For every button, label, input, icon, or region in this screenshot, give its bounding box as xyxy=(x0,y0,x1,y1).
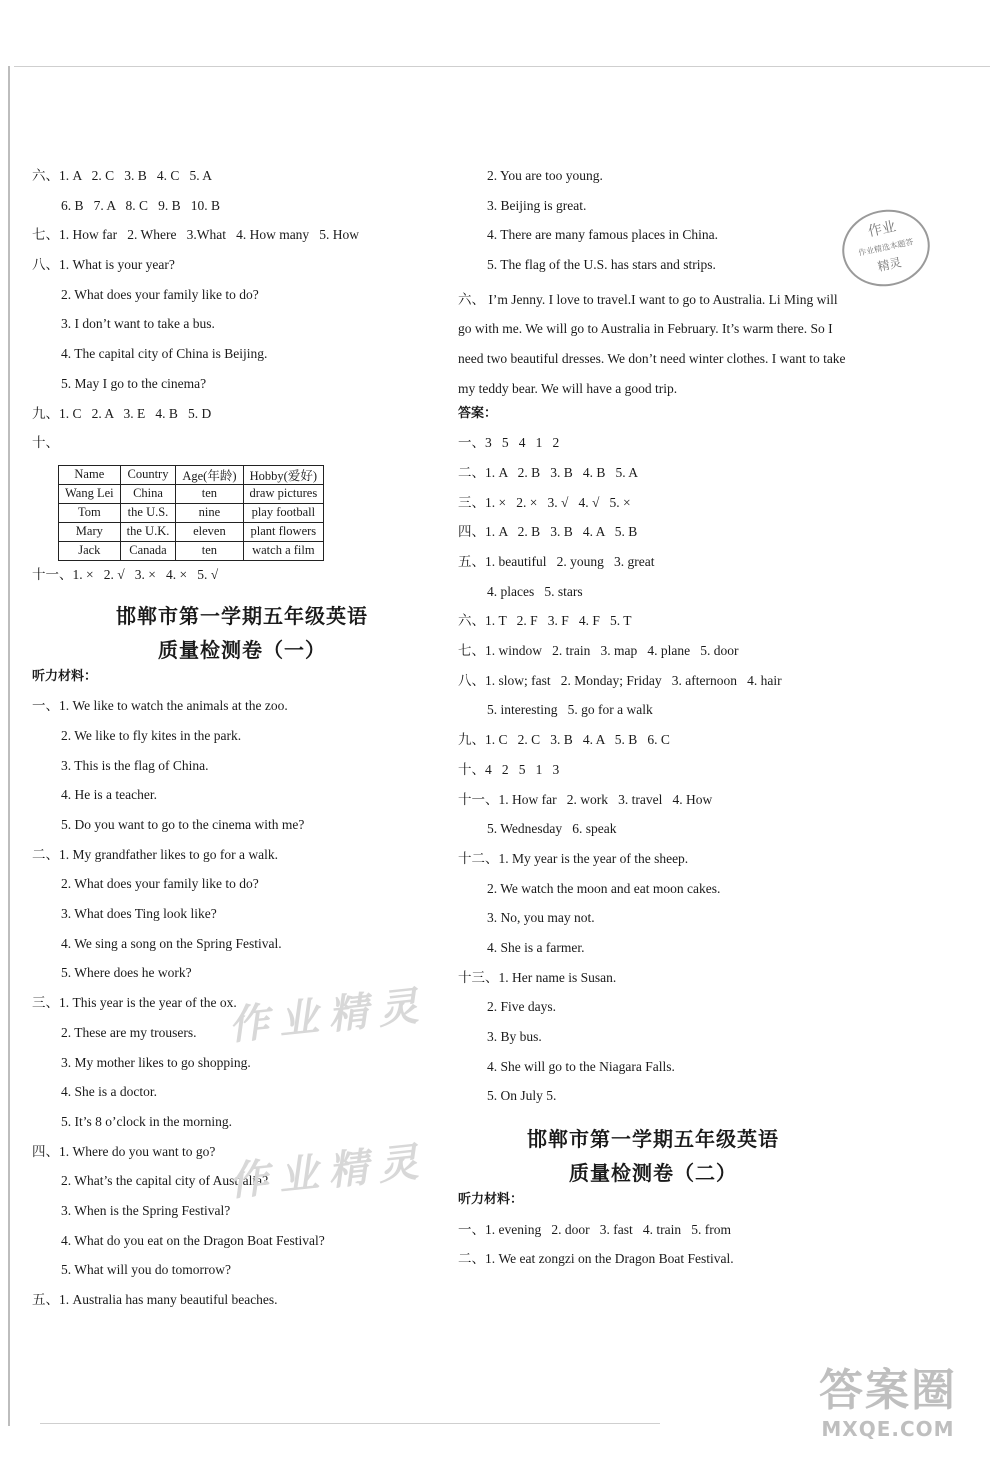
text-line: 5. On July 5. xyxy=(487,1088,557,1104)
text-line: 七、1. window 2. train 3. map 4. plane 5. door xyxy=(458,643,739,659)
table-header-cell: Country xyxy=(120,465,176,484)
text-line: 2. Five days. xyxy=(487,999,556,1015)
text-line: 3. Beijing is great. xyxy=(487,197,587,213)
watermark: 作业精灵 xyxy=(226,1137,431,1206)
text-line: 十、4 2 5 1 3 xyxy=(458,761,560,777)
text-line: 二、1. A 2. B 3. B 4. B 5. A xyxy=(458,464,639,480)
text-line: 4. places 5. stars xyxy=(487,583,583,599)
text-line: 5. Do you want to go to the cinema with me? xyxy=(61,817,305,832)
listening-heading-2: 听力材料： xyxy=(458,1192,524,1208)
table-header-row xyxy=(59,465,324,484)
table-cell: Wang Lei xyxy=(59,484,121,503)
answers-heading: 答案： xyxy=(458,405,498,421)
page-bottom-rule xyxy=(40,1423,660,1424)
text-line: 五、1. beautiful 2. young 3. great xyxy=(458,554,655,569)
text-line: 六、1. A 2. C 3. B 4. C 5. A xyxy=(32,168,213,183)
text-line: 3. No, you may not. xyxy=(487,910,595,926)
text-line: 二、1. We eat zongzi on the Dragon Boat Festival. xyxy=(458,1251,734,1267)
table-cell: China xyxy=(120,484,176,503)
table-cell: draw pictures xyxy=(243,484,324,503)
text-line: 5. May I go to the cinema? xyxy=(61,375,207,391)
table-cell: Mary xyxy=(59,522,121,541)
corner-logo-url: MXQE.COM xyxy=(821,1417,955,1441)
text-line: 一、1. evening 2. door 3. fast 4. train 5. from xyxy=(458,1221,731,1237)
text-line: 九、1. C 2. A 3. E 4. B 5. D xyxy=(32,405,212,421)
text-line: 3. My mother likes to go shopping. xyxy=(61,1054,251,1070)
text-line: 八、1. What is your year? xyxy=(32,257,175,273)
table-row xyxy=(59,522,324,541)
text-line: 4. He is a teacher. xyxy=(61,787,157,803)
text-line: 3. I don’t want to take a bus. xyxy=(61,316,215,332)
text-line: 八、1. slow; fast 2. Monday; Friday 3. afternoon 4. hair xyxy=(458,672,782,688)
text-line: 2. We watch the moon and eat moon cakes. xyxy=(487,880,721,896)
text-line: 3. By bus. xyxy=(487,1029,542,1044)
page-left-edge xyxy=(8,66,10,1426)
table-row xyxy=(59,484,324,503)
text-line: 3. What does Ting look like? xyxy=(61,906,217,922)
text-line: 5. Wednesday 6. speak xyxy=(487,821,617,837)
table-cell: Jack xyxy=(59,541,121,560)
right-answer-lines xyxy=(458,433,848,1116)
hobby-table xyxy=(58,465,324,561)
text-line: 2. What does your family like to do? xyxy=(61,876,259,892)
text-line: 九、1. C 2. C 3. B 4. A 5. B 6. C xyxy=(458,732,670,748)
text-line: 一、3 5 4 1 2 xyxy=(458,435,560,451)
table-cell: plant flowers xyxy=(243,522,324,541)
text-line: 5. The flag of the U.S. has stars and strips. xyxy=(487,257,716,273)
text-line: 一、1. We like to watch the animals at the zoo. xyxy=(32,698,288,714)
stamp-line-2: 作业精选本题答 xyxy=(857,237,915,258)
right-listening-lines xyxy=(458,166,848,285)
test-subtitle-1: 质量检测卷（一） xyxy=(158,637,326,662)
text-line: 2. You are too young. xyxy=(487,168,603,183)
corner-logo-text: 答案圈 xyxy=(819,1365,957,1416)
text-line: 二、1. My grandfather likes to go for a walk. xyxy=(32,846,278,862)
table-cell: nine xyxy=(176,503,243,522)
text-line: 4. There are many famous places in China. xyxy=(487,227,719,243)
table-cell: Tom xyxy=(59,503,121,522)
text-line: 4. What do you eat on the Dragon Boat Festival? xyxy=(61,1232,325,1248)
text-line: 五、1. Australia has many beautiful beaches. xyxy=(32,1292,278,1307)
test-title-2: 邯郸市第一学期五年级英语 xyxy=(527,1127,779,1152)
stamp-line-3: 精灵 xyxy=(876,255,903,274)
text-line: 3. When is the Spring Festival? xyxy=(61,1202,231,1218)
table-cell: the U.S. xyxy=(120,503,176,522)
table-cell: eleven xyxy=(176,522,243,541)
text-line: 2. What’s the capital city of Australia? xyxy=(61,1173,269,1189)
passage-paragraph: 六、 I’m Jenny. I love to travel.I want to go to Australia. Li Ming will go with me. We will go to Australia in February. It’s warm there. So I need two beautiful dresses. We don’t need winter clothes. I want to take my teddy bear. We will have a good trip. xyxy=(458,291,846,396)
text-line: 4. We sing a song on the Spring Festival. xyxy=(61,935,282,951)
table-header-cell: Name xyxy=(59,465,121,484)
text-line: 十一、1. How far 2. work 3. travel 4. How xyxy=(458,791,713,807)
text-line: 七、1. How far 2. Where 3.What 4. How many 5. How xyxy=(32,227,360,243)
right-listening-lines-2 xyxy=(458,1220,848,1279)
test-subtitle-2: 质量检测卷（二） xyxy=(569,1161,737,1186)
text-line: 2. What does your family like to do? xyxy=(61,286,259,302)
table-header-cell: Hobby(爱好) xyxy=(243,465,324,484)
text-line: 2. We like to fly kites in the park. xyxy=(61,727,242,743)
text-line: 4. She is a doctor. xyxy=(61,1084,157,1100)
text-line: 5. It’s 8 o’clock in the morning. xyxy=(61,1113,232,1129)
right-column xyxy=(458,166,848,1279)
text-line: 2. These are my trousers. xyxy=(61,1024,197,1040)
table-row xyxy=(59,541,324,560)
listening-heading: 听力材料： xyxy=(32,668,98,684)
table-cell: Canada xyxy=(120,541,176,560)
stamp-line-1: 作业 xyxy=(866,218,898,241)
text-line: 5. interesting 5. go for a walk xyxy=(487,702,653,718)
text-line: 3. This is the flag of China. xyxy=(61,757,209,773)
table-header-cell: Age(年龄) xyxy=(176,465,243,484)
table-cell: watch a film xyxy=(243,541,324,560)
page-top-rule xyxy=(14,66,990,67)
text-line: 四、1. Where do you want to go? xyxy=(32,1143,216,1159)
text-line: 三、1. This year is the year of the ox. xyxy=(32,995,237,1011)
text-line: 六、1. T 2. F 3. F 4. F 5. T xyxy=(458,613,632,629)
text-line: 四、1. A 2. B 3. B 4. A 5. B xyxy=(458,524,638,540)
text-line: 5. Where does he work? xyxy=(61,965,192,981)
table-row xyxy=(59,503,324,522)
text-line: 十、 xyxy=(32,435,59,451)
table-cell: ten xyxy=(176,484,243,503)
left-answer-lines xyxy=(32,166,452,463)
text-line: 6. B 7. A 8. C 9. B 10. B xyxy=(61,197,221,213)
text-line: 十三、1. Her name is Susan. xyxy=(458,969,617,985)
text-line: 4. The capital city of China is Beijing. xyxy=(61,346,268,362)
table-cell: play football xyxy=(243,503,324,522)
corner-logo xyxy=(788,1365,988,1453)
text-line: 十二、1. My year is the year of the sheep. xyxy=(458,850,689,866)
text-line: 4. She will go to the Niagara Falls. xyxy=(487,1058,675,1074)
table-cell: ten xyxy=(176,541,243,560)
watermark: 作业精灵 xyxy=(226,981,431,1050)
test-title-1: 邯郸市第一学期五年级英语 xyxy=(116,603,368,628)
table-cell: the U.K. xyxy=(120,522,176,541)
homework-stamp xyxy=(835,202,937,295)
text-line: 三、1. × 2. × 3. √ 4. √ 5. × xyxy=(458,494,631,510)
text-line: 5. What will you do tomorrow? xyxy=(61,1262,231,1278)
answer-line: 十一、1. × 2. √ 3. × 4. × 5. √ xyxy=(32,566,219,582)
text-line: 4. She is a farmer. xyxy=(487,939,585,955)
